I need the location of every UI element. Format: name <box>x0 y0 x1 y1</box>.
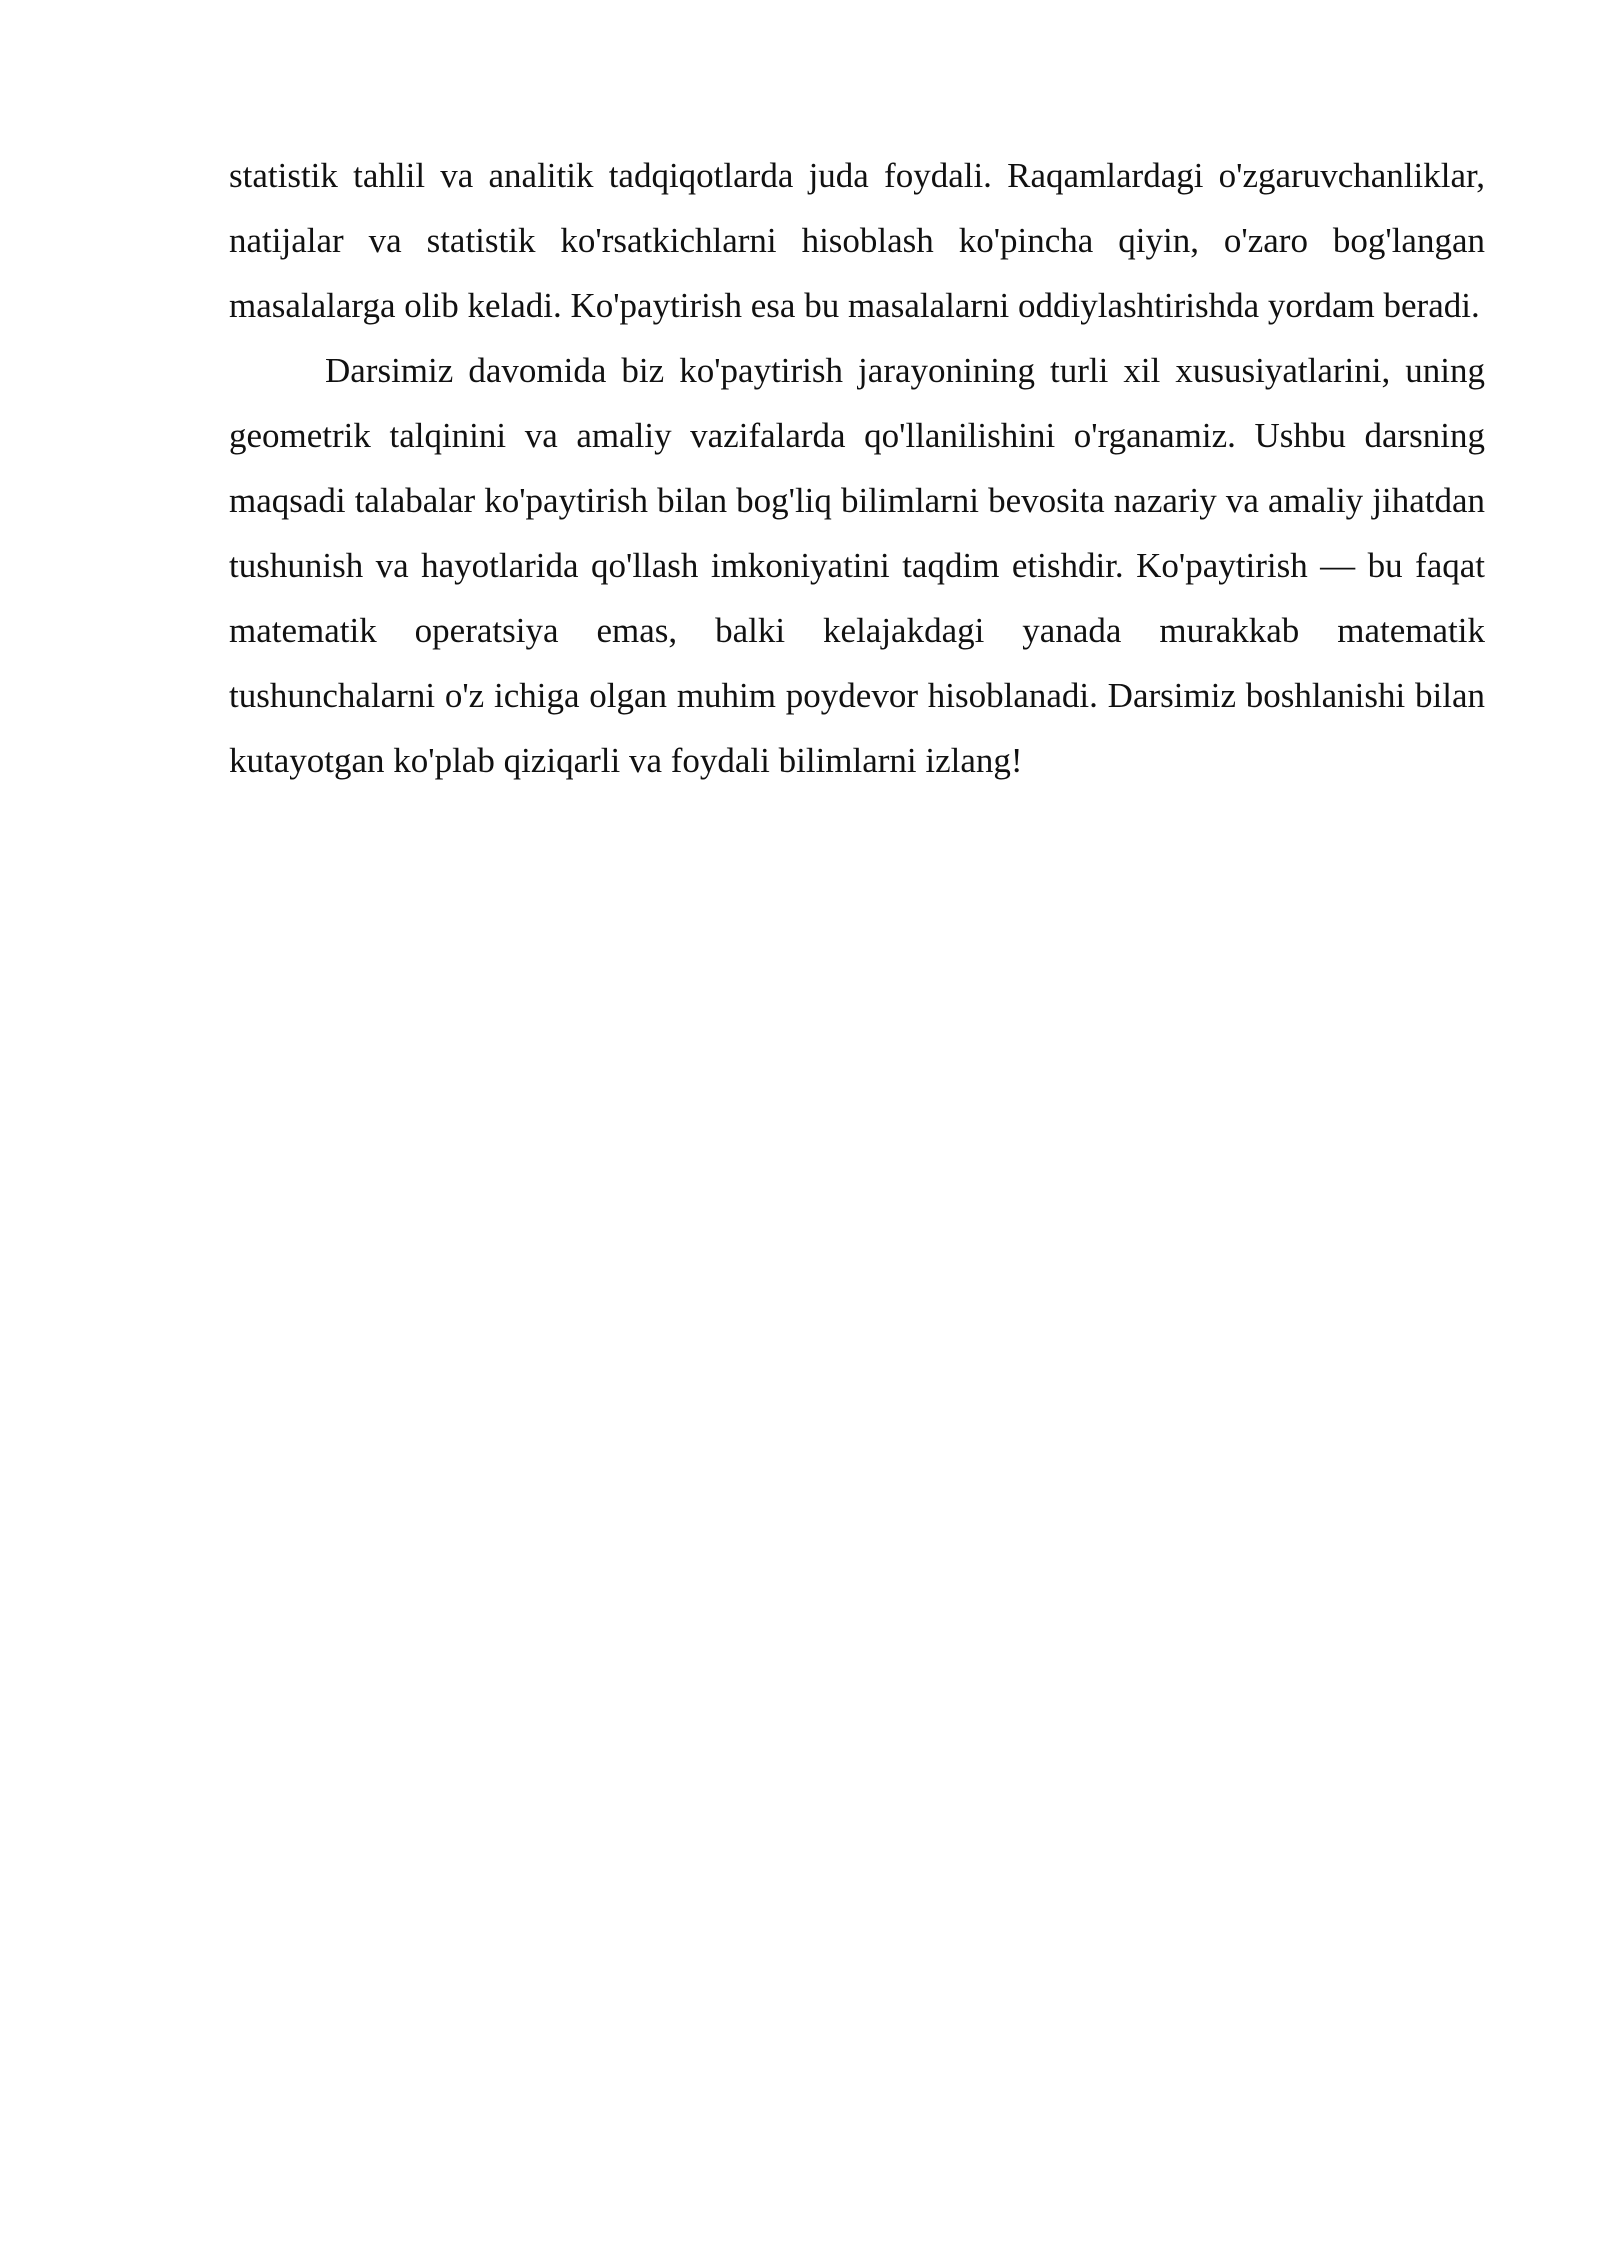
paragraph-continued: statistik tahlil va analitik tadqiqotlarda juda foydali. Raqamlardagi o'zgaruvchanliklar, natijalar va statistik ko'rsatkichlarni hisoblash ko'pincha qiyin, o'zaro bog'langan masalalarga olib keladi. Ko'paytirish esa bu masalalarni oddiylashtirishda yordam beradi. <box>229 156 1485 325</box>
paragraph-lesson-goals: Darsimiz davomida biz ko'paytirish jarayonining turli xil xususiyatlarini, uning geometrik talqinini va amaliy vazifalarda qo'llanilishini o'rganamiz. Ushbu darsning maqsadi talabalar ko'paytirish bilan bog'liq bilimlarni bevosita nazariy va amaliy jihatdan tushunish va hayotlarida qo'llash imkoniyatini taqdim etishdir. Ko'paytirish — bu faqat matematik operatsiya emas, balki kelajakdagi yanada murakkab matematik tushunchalarni o'z ichiga olgan muhim poydevor hisoblanadi. Darsimiz boshlanishi bilan kutayotgan ko'plab qiziqarli va foydali bilimlarni izlang! <box>229 351 1485 780</box>
body-text <box>229 143 1485 793</box>
